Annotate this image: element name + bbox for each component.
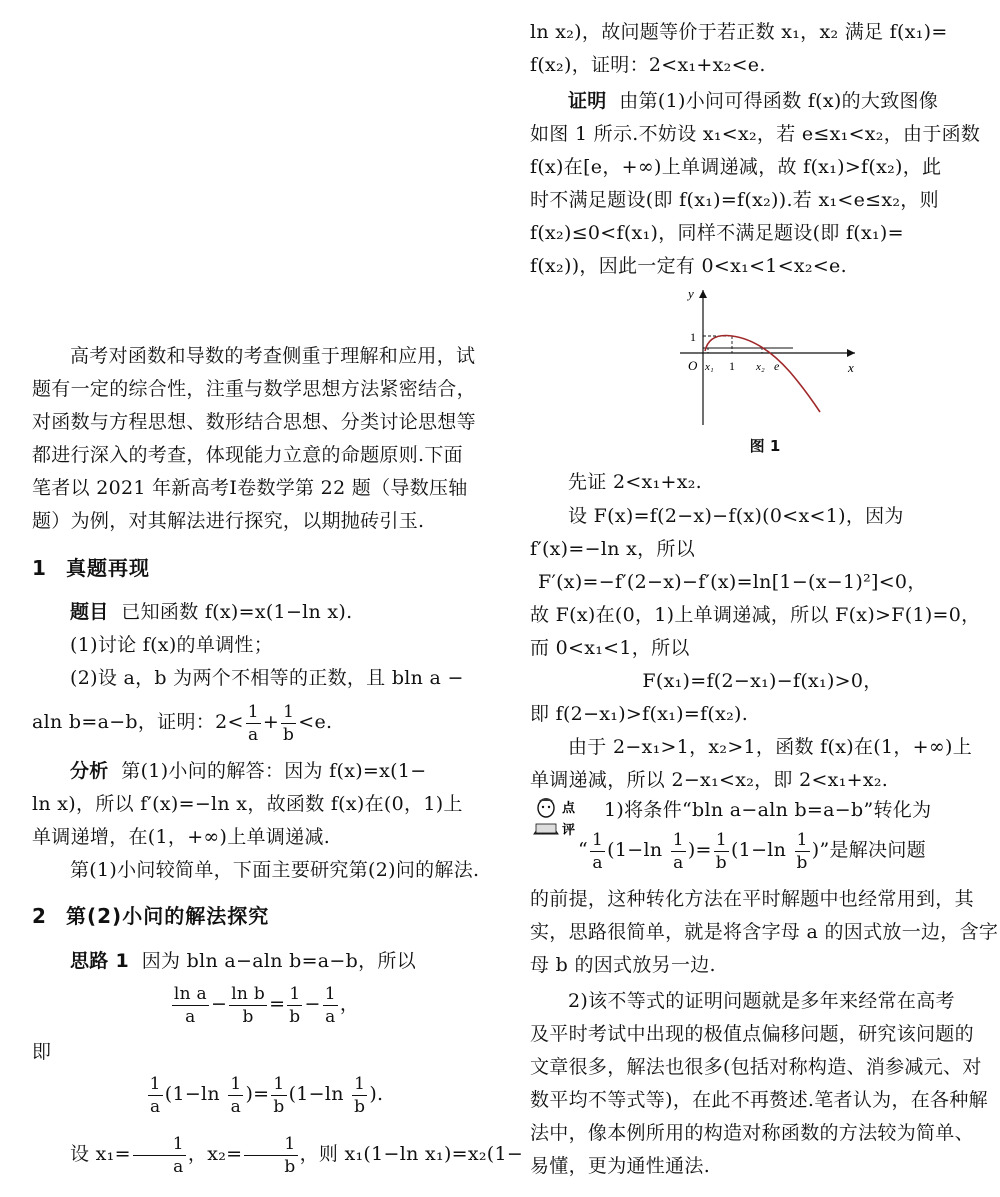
proof-line: 由于 2−x₁>1，x₂>1，函数 f(x)在(1，+∞)上 bbox=[568, 736, 973, 758]
proof-line: 即 f(2−x₁)>f(x₁)=f(x₂). bbox=[530, 703, 749, 725]
analysis-text: 第(1)小问的解答：因为 f(x)=x(1− bbox=[121, 760, 427, 782]
origin-label: O bbox=[688, 358, 698, 373]
proof-line: 时不满足题设(即 f(x₁)=f(x₂)).若 x₁<e≤x₂，则 bbox=[530, 189, 939, 211]
y-one-label: 1 bbox=[690, 330, 696, 344]
idea-line bbox=[32, 945, 497, 978]
comment-line: 母 b 的因式放另一边. bbox=[530, 954, 716, 976]
analysis-line: 第(1)小问较简单，下面主要研究第(2)问的解法. bbox=[70, 859, 480, 881]
F-equation: F(x₁)=f(2−x₁)−f(x₁)>0， bbox=[642, 670, 883, 692]
part2-text: aln b=a−b，证明：2< bbox=[32, 711, 244, 733]
part2-line: (2)设 a，b 为两个不相等的正数，且 bln a − bbox=[70, 667, 464, 689]
comment-line: 法中，像本例所用的构造对称函数的方法较为简单、 bbox=[530, 1122, 974, 1144]
x-label: x bbox=[848, 360, 854, 375]
figure-1-graph bbox=[670, 280, 860, 430]
intro-line: 题）为例，对其解法进行探究，以期抛砖引玉. bbox=[32, 510, 425, 532]
y-axis-arrow-icon bbox=[699, 290, 707, 298]
x-one-label: 1 bbox=[729, 359, 735, 373]
problem-line bbox=[32, 596, 497, 629]
fraction-1-over-b: $\frac{1}{b}$ bbox=[715, 829, 727, 873]
idea-text: 因为 bln a−aln b=a−b，所以 bbox=[141, 950, 417, 972]
comment-line: 易懂，更为通性通法. bbox=[530, 1155, 711, 1177]
proof-line: f(x₂))，因此一定有 0<x₁<1<x₂<e. bbox=[530, 255, 847, 277]
comment-line: 的前提，这种转化方法在平时解题中也经常用到，其 bbox=[530, 888, 974, 910]
section-1-heading bbox=[32, 552, 150, 581]
equation-1: $\frac{\text{ln a}}{a}$ − $\frac{\text{ln b}}{b}$ = $\frac{1}{b}$ − $\frac{1}{a}$ ， bbox=[173, 983, 360, 1027]
fraction-1-over-a: $\frac{1}{a}$ bbox=[230, 1073, 242, 1117]
proof-line: ln x₂)，故问题等价于若正数 x₁，x₂ 满足 f(x₁)= bbox=[530, 21, 948, 43]
proof-line: 如图 1 所示.不妨设 x₁<x₂，若 e≤x₁<x₂，由于函数 bbox=[530, 123, 981, 145]
ji-line: 即 bbox=[32, 1041, 52, 1063]
proof-line: f(x)在[e，+∞)上单调递减，故 f(x₁)>f(x₂)，此 bbox=[530, 156, 942, 178]
reading-scholar-icon bbox=[530, 794, 578, 844]
proof-line: 而 0<x₁<1，所以 bbox=[530, 637, 690, 659]
fraction-1-over-b: $\frac{1}{b}$ bbox=[273, 1073, 285, 1117]
problem-text: 已知函数 f(x)=x(1−ln x). bbox=[121, 601, 353, 623]
intro-line: 笔者以 2021 年新高考Ⅰ卷数学第 22 题（导数压轴 bbox=[32, 477, 468, 499]
proof-line bbox=[530, 85, 995, 118]
fraction-lna-over-a: $\frac{\text{ln a}}{a}$ bbox=[173, 983, 207, 1027]
fraction-1-over-b: $\frac{1}{b}$ bbox=[244, 1133, 297, 1178]
fraction-1-over-a: $\frac{1}{a}$ bbox=[247, 701, 259, 745]
idea-label: 思路 1 bbox=[70, 950, 130, 972]
fraction-1-over-a: $\frac{1}{a}$ bbox=[149, 1073, 161, 1117]
proof-line: f(x₂)≤0<f(x₁)，同样不满足题设(即 f(x₁)= bbox=[530, 222, 904, 244]
analysis-line: ln x)，所以 f′(x)=−ln x，故函数 f(x)在(0，1)上 bbox=[32, 793, 463, 815]
part1-line: (1)讨论 f(x)的单调性； bbox=[70, 634, 274, 656]
intro-line: 题有一定的综合性，注重与数学思想方法紧密结合， bbox=[32, 378, 476, 400]
proof-line: 故 F(x)在(0，1)上单调递减，所以 F(x)>F(1)=0， bbox=[530, 604, 981, 626]
proof-line: 设 F(x)=f(2−x)−f(x)(0<x<1)，因为 bbox=[568, 505, 904, 527]
fraction-1-over-a: $\frac{1}{a}$ bbox=[324, 983, 336, 1027]
comment-label-2: 评 bbox=[562, 823, 576, 838]
section-number: 2 bbox=[32, 904, 47, 928]
fraction-1-over-b: $\frac{1}{b}$ bbox=[289, 983, 301, 1027]
proof-label: 证明 bbox=[568, 90, 607, 112]
x2-label: x₂ bbox=[756, 361, 765, 373]
x1-label: x₁ bbox=[705, 361, 714, 373]
problem-label: 题目 bbox=[70, 601, 109, 623]
comment-line: “ $\frac{1}{a}$ (1−ln $\frac{1}{a}$ )= $\frac{1}{b}$ (1−ln $\frac{1}{b}$ )”是解决问题 bbox=[578, 829, 926, 873]
comment-label-1: 点 bbox=[562, 801, 576, 816]
comment-line: 文章很多，解法也很多(包括对称构造、消参减元、对 bbox=[530, 1056, 982, 1078]
derivative-equation: F′(x)=−f′(2−x)−f′(x)=ln[1−(x−1)²]<0， bbox=[538, 571, 927, 593]
intro-line: 对函数与方程思想、数形结合思想、分类讨论思想等 bbox=[32, 411, 476, 433]
y-label: y bbox=[688, 286, 694, 301]
section-title: 真题再现 bbox=[66, 556, 150, 580]
comment-line: 及平时考试中出现的极值点偏移问题，研究该问题的 bbox=[530, 1023, 974, 1045]
proof-line: f′(x)=−ln x，所以 bbox=[530, 538, 695, 560]
analysis-line bbox=[32, 755, 497, 788]
section-number: 1 bbox=[32, 556, 47, 580]
fraction-1-over-a: $\frac{1}{a}$ bbox=[592, 829, 604, 873]
fraction-1-over-b: $\frac{1}{b}$ bbox=[283, 701, 295, 745]
function-curve bbox=[705, 336, 820, 412]
fraction-1-over-b: $\frac{1}{b}$ bbox=[796, 829, 808, 873]
fraction-1-over-a: $\frac{1}{a}$ bbox=[133, 1133, 186, 1178]
e-label: e bbox=[774, 359, 780, 373]
figure-caption: 图 1 bbox=[749, 437, 781, 455]
comment-line: 2)该不等式的证明问题就是多年来经常在高考 bbox=[568, 990, 955, 1012]
proof-line: 单调递减，所以 2−x₁<x₂，即 2<x₁+x₂. bbox=[530, 769, 889, 791]
comment-line: 1)将条件“bln a−aln b=a−b”转化为 bbox=[604, 799, 932, 821]
section-title: 第(2)小问的解法探究 bbox=[66, 904, 270, 928]
equation-2: $\frac{1}{a}$ (1−ln $\frac{1}{a}$ )= $\frac{1}{b}$ (1−ln $\frac{1}{b}$ ). bbox=[149, 1073, 384, 1117]
intro-line: 都进行深入的考查，体现能力立意的命题原则.下面 bbox=[32, 444, 463, 466]
x-axis-arrow-icon bbox=[847, 349, 855, 357]
comment-line: 数平均不等式等)，在此不再赘述.笔者认为，在各种解 bbox=[530, 1089, 988, 1111]
comment-line: 实，思路很简单，就是将含字母 a 的因式放一边，含字 bbox=[530, 921, 999, 943]
fraction-1-over-a: $\frac{1}{a}$ bbox=[672, 829, 684, 873]
proof-line: f(x₂)，证明：2<x₁+x₂<e. bbox=[530, 54, 766, 76]
part2-end: <e. bbox=[298, 711, 333, 733]
let-line: 设 x₁= $\frac{1}{a}$ ，x₂= $\frac{1}{b}$ ，则 x₁(1−ln x₁)=x₂(1− bbox=[70, 1133, 524, 1177]
fraction-1-over-b: $\frac{1}{b}$ bbox=[354, 1073, 366, 1117]
part2-line-b: aln b=a−b，证明：2< $\frac{1}{a}$ + $\frac{1}{b}$ <e. bbox=[32, 701, 333, 745]
proof-text: 由第(1)小问可得函数 f(x)的大致图像 bbox=[619, 90, 939, 112]
intro-line: 高考对函数和导数的考查侧重于理解和应用，试 bbox=[70, 345, 476, 367]
fraction-lnb-over-b: $\frac{\text{ln b}}{b}$ bbox=[231, 983, 266, 1027]
proof-line: 先证 2<x₁+x₂. bbox=[568, 471, 702, 493]
section-2-heading bbox=[32, 900, 269, 929]
analysis-label: 分析 bbox=[70, 760, 109, 782]
analysis-line: 单调递增，在(1，+∞)上单调递减. bbox=[32, 826, 331, 848]
